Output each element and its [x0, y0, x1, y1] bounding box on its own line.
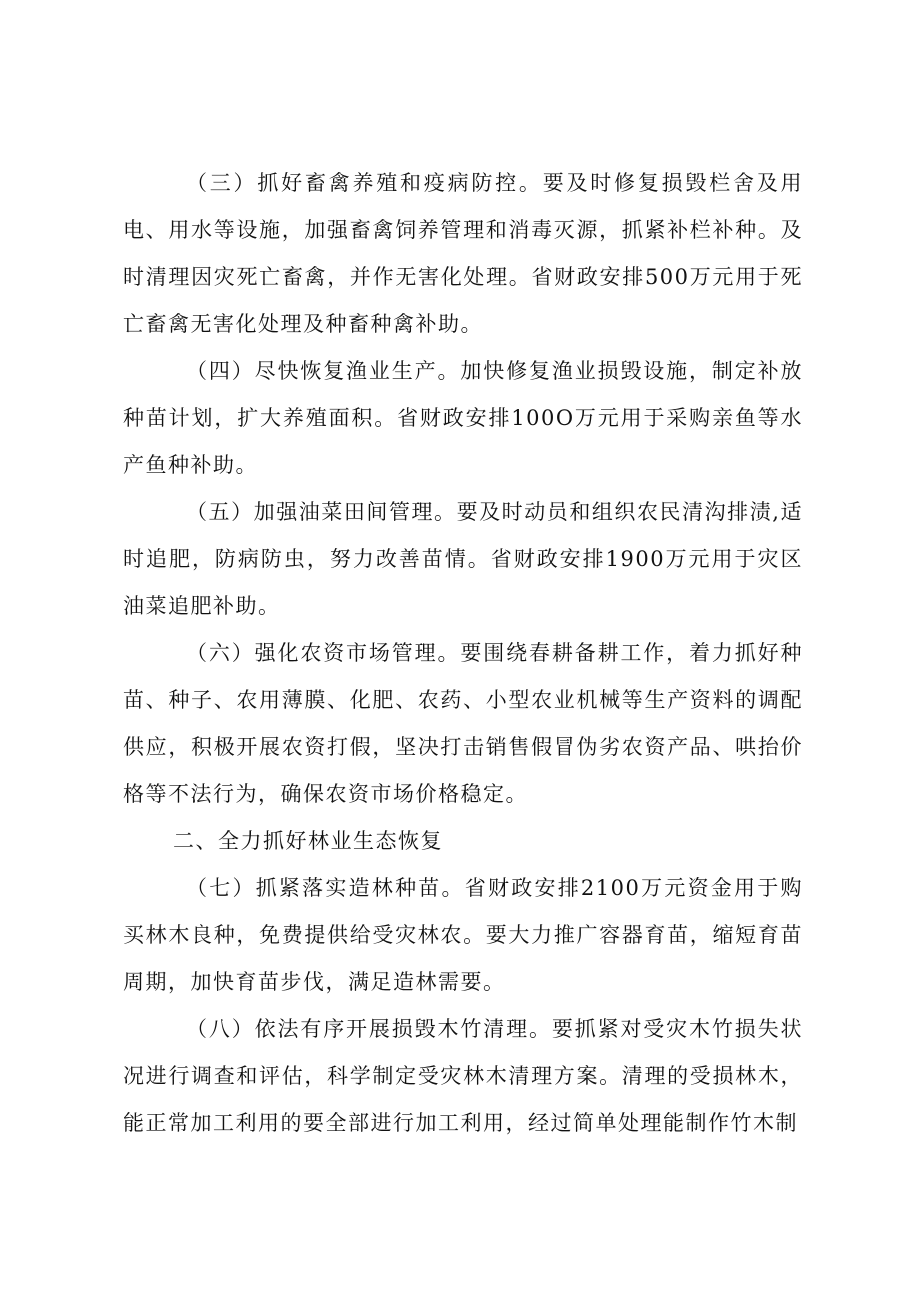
paragraph-3: （三）抓好畜禽养殖和疫病防控。要及时修复损毁栏舍及用电、用水等设施，加强畜禽饲养管理和消毒灭源，抓紧补栏补种。及时清理因灾死亡畜禽，并作无害化处理。省财政安排500万元用于死亡畜禽无害化处理及种畜种禽补助。 [123, 171, 803, 336]
document-body [123, 160, 803, 1147]
paragraph-6: （六）强化农资市场管理。要围绕春耕备耕工作，着力抓好种苗、种子、农用薄膜、化肥、农药、小型农业机械等生产资料的调配供应，积极开展农资打假，坚决打击销售假冒伪劣农资产品、哄抬价格等不法行为，确保农资市场价格稳定。 [123, 641, 803, 806]
paragraph-5: （五）加强油菜田间管理。要及时动员和组织农民清沟排渍,适时追肥，防病防虫，努力改善苗情。省财政安排1900万元用于灾区油菜追肥补助。 [123, 500, 803, 618]
section-heading-2: 二、全力抓好林业生态恢复 [173, 829, 443, 853]
paragraph-7: （七）抓紧落实造林种苗。省财政安排2100万元资金用于购买林木良种，免费提供给受灾林农。要大力推广容器育苗，缩短育苗周期，加快育苗步伐，满足造林需要。 [123, 876, 803, 994]
paragraph-8: （八）依法有序开展损毁木竹清理。要抓紧对受灾木竹损失状况进行调查和评估，科学制定受灾林木清理方案。清理的受损林木，能正常加工利用的要全部进行加工利用，经过简单处理能制作竹木制 [123, 1017, 803, 1135]
paragraph-4: （四）尽快恢复渔业生产。加快修复渔业损毁设施，制定补放种苗计划，扩大养殖面积。省财政安排100O万元用于采购亲鱼等水产鱼种补助。 [123, 359, 803, 477]
